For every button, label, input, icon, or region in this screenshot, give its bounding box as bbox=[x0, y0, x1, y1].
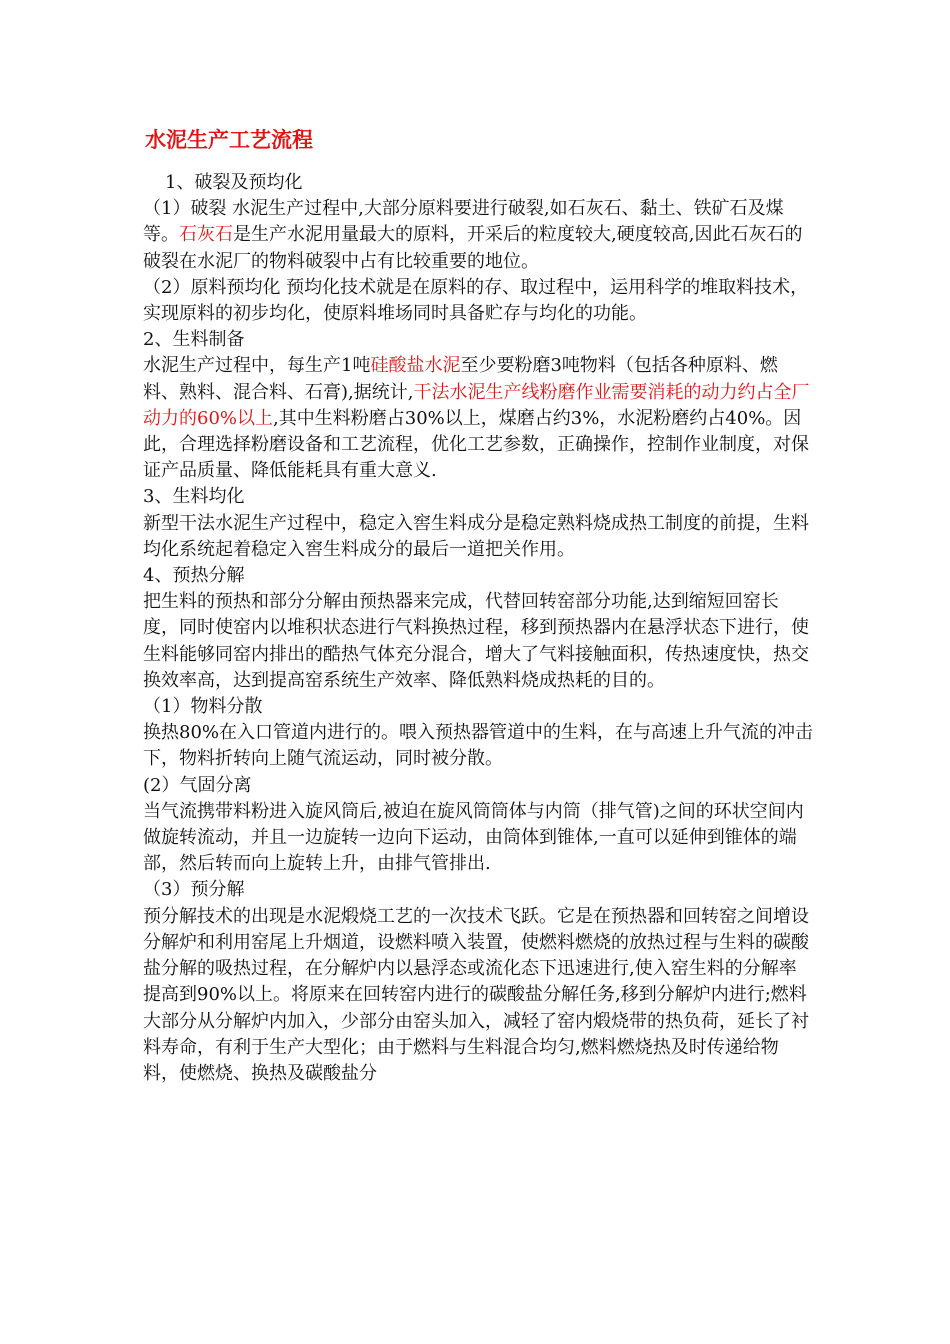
document-title: 水泥生产工艺流程 bbox=[145, 127, 313, 152]
text-segment: 水泥生产过程中，每生产1吨 bbox=[143, 355, 371, 377]
text-segment: 2、生料制备 bbox=[143, 329, 245, 351]
text-segment: 3、生料均化 bbox=[143, 486, 245, 508]
text-segment: 换热80%在入口管道内进行的。喂入预热器管道中的生料，在与高速上升气流的冲击下，物料折转向上随气流运动，同时被分散。 bbox=[143, 722, 814, 770]
text-segment: 1、破裂及预均化 bbox=[165, 172, 303, 193]
paragraph-p5 bbox=[143, 589, 813, 694]
text-segment: 至少要粉磨3吨物料（包括各种原料、燃料、熟料、混合料、石膏),据统计, bbox=[143, 355, 778, 403]
paragraph-p4 bbox=[143, 511, 813, 563]
text-segment: 预分解技术的出现是水泥煅烧工艺的一次技术飞跃。它是在预热器和回转窑之间增设分解炉和利用窑尾上升烟道，设燃料喷入装置，使燃料燃烧的放热过程与生料的碳酸盐分解的吸热过程，在分解炉内以悬浮态或流化态下迅速进行,使入窑生料的分解率提高到90%以上。将原来在回转窑内进行的碳酸盐分解任务,移到分解炉内进行;燃料大部分从分解炉内加入，少部分由窑头加入，减轻了窑内煅烧带的热负荷，延长了衬料寿命，有利于生产大型化；由于燃料与生料混合均匀,燃料燃烧热及时传递给物料，使燃烧、换热及碳酸盐分 bbox=[143, 905, 809, 1084]
highlighted-text: 干法水泥生产线粉磨作业需要消耗的动力约占全厂动力的60%以上 bbox=[143, 381, 810, 429]
paragraph-p8 bbox=[143, 904, 813, 1087]
paragraph-p7 bbox=[143, 799, 813, 878]
text-segment: 是生产水泥用量最大的原料，开采后的粒度较大,硬度较高,因此石灰石的破裂在水泥厂的物料破裂中占有比较重要的地位。 bbox=[143, 224, 803, 272]
paragraph-p2 bbox=[143, 275, 813, 327]
text-segment: 当气流携带料粉进入旋风筒后,被迫在旋风筒筒体与内筒（排气管)之间的环状空间内做旋转流动，并且一边旋转一边向下运动，由筒体到锥体,一直可以延伸到锥体的端部，然后转而向上旋转上升，由排气管排出. bbox=[143, 800, 804, 875]
paragraph-h7 bbox=[143, 877, 813, 903]
paragraph-h3 bbox=[143, 484, 813, 510]
text-segment: （3）预分解 bbox=[143, 879, 245, 901]
document-body bbox=[143, 170, 813, 1087]
text-segment: 把生料的预热和部分分解由预热器来完成，代替回转窑部分功能,达到缩短回窑长度，同时使窑内以堆积状态进行气料换热过程，移到预热器内在悬浮状态下进行，使生料能够同窑内排出的酷热气体充分混合，增大了气料接触面积，传热速度快，热交换效率高，达到提高窑系统生产效率、降低熟料烧成热耗的目的。 bbox=[143, 591, 809, 691]
paragraph-h1 bbox=[143, 170, 813, 196]
paragraph-p3 bbox=[143, 353, 813, 484]
highlighted-text: 石灰石 bbox=[179, 224, 233, 246]
paragraph-h2 bbox=[143, 327, 813, 353]
highlighted-text: 硅酸盐水泥 bbox=[370, 355, 461, 377]
paragraph-p6 bbox=[143, 720, 813, 772]
paragraph-p1 bbox=[143, 196, 813, 275]
text-segment: （1）破裂 水泥生产过程中,大部分原料要进行破裂,如石灰石、黏土、铁矿石及煤等。 bbox=[143, 198, 784, 246]
paragraph-h6 bbox=[143, 773, 813, 799]
text-segment: （2）原料预均化 预均化技术就是在原料的存、取过程中，运用科学的堆取料技术，实现原料的初步均化，使原料堆场同时具备贮存与均化的功能。 bbox=[143, 276, 809, 325]
text-segment: 4、预热分解 bbox=[143, 565, 245, 587]
text-segment: ,其中生料粉磨占30%以上，煤磨占约3%，水泥粉磨约占40%。因此，合理选择粉磨设备和工艺流程，优化工艺参数，正确操作，控制作业制度，对保证产品质量、降低能耗具有重大意义. bbox=[143, 407, 809, 482]
paragraph-h4 bbox=[143, 563, 813, 589]
text-segment: （1）物料分散 bbox=[143, 696, 263, 718]
text-segment: (2）气固分离 bbox=[143, 774, 252, 796]
text-segment: 新型干法水泥生产过程中，稳定入窖生料成分是稳定熟料烧成热工制度的前提，生料均化系统起着稳定入窖生料成分的最后一道把关作用。 bbox=[143, 512, 809, 560]
paragraph-h5 bbox=[143, 694, 813, 720]
